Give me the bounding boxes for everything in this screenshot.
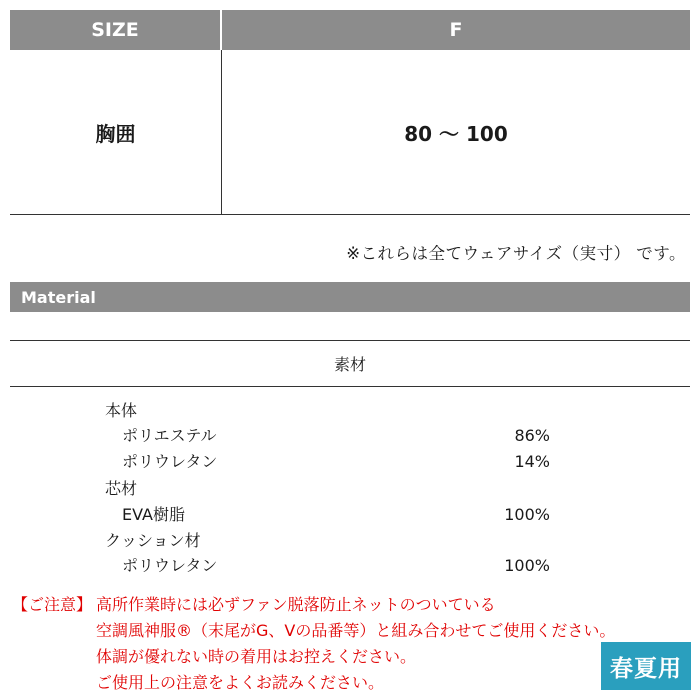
material-group-name: クッション材 (105, 531, 201, 550)
size-table-row (10, 50, 690, 215)
material-item (122, 502, 550, 528)
chest-value: 80 〜 100 (404, 121, 508, 146)
size-table-header (10, 10, 690, 50)
material-item-percent: 14% (514, 452, 550, 471)
material-item-name: EVA樹脂 (122, 505, 185, 524)
caution-heading: 【ご注意】 (12, 595, 93, 614)
chest-label: 胸囲 (10, 50, 222, 214)
material-item-percent: 100% (504, 556, 550, 575)
material-column-title: 素材 (333, 355, 366, 374)
caution-line: 体調が優れない時の着用はお控えください。 (96, 647, 417, 666)
material-group-name: 芯材 (105, 479, 138, 498)
size-header-value: F (449, 19, 463, 41)
material-section-header: Material (10, 282, 690, 312)
material-item-percent: 86% (514, 426, 550, 445)
size-note: ※これらは全てウェアサイズ（実寸） です。 (346, 244, 686, 263)
caution-line: 空調風神服®（末尾がG、Vの品番等）と組み合わせてご使用ください。 (96, 621, 616, 640)
material-group-name: 本体 (105, 401, 138, 420)
material-item-name: ポリウレタン (122, 556, 218, 575)
material-group (105, 528, 550, 554)
size-header-label: SIZE (10, 10, 222, 50)
material-table-divider (10, 386, 690, 387)
material-item (122, 423, 550, 449)
material-item-percent: 100% (504, 505, 550, 524)
caution-line: 高所作業時には必ずファン脱落防止ネットのついている (96, 595, 496, 614)
material-table-top-rule (10, 340, 690, 341)
material-item-name: ポリウレタン (122, 452, 218, 471)
material-item-name: ポリエステル (122, 426, 217, 445)
material-item (122, 553, 550, 579)
material-group (105, 476, 550, 502)
caution-line: ご使用上の注意をよくお読みください。 (96, 673, 385, 692)
material-group (105, 398, 550, 424)
material-item (122, 449, 550, 475)
season-badge: 春夏用 (601, 642, 691, 690)
